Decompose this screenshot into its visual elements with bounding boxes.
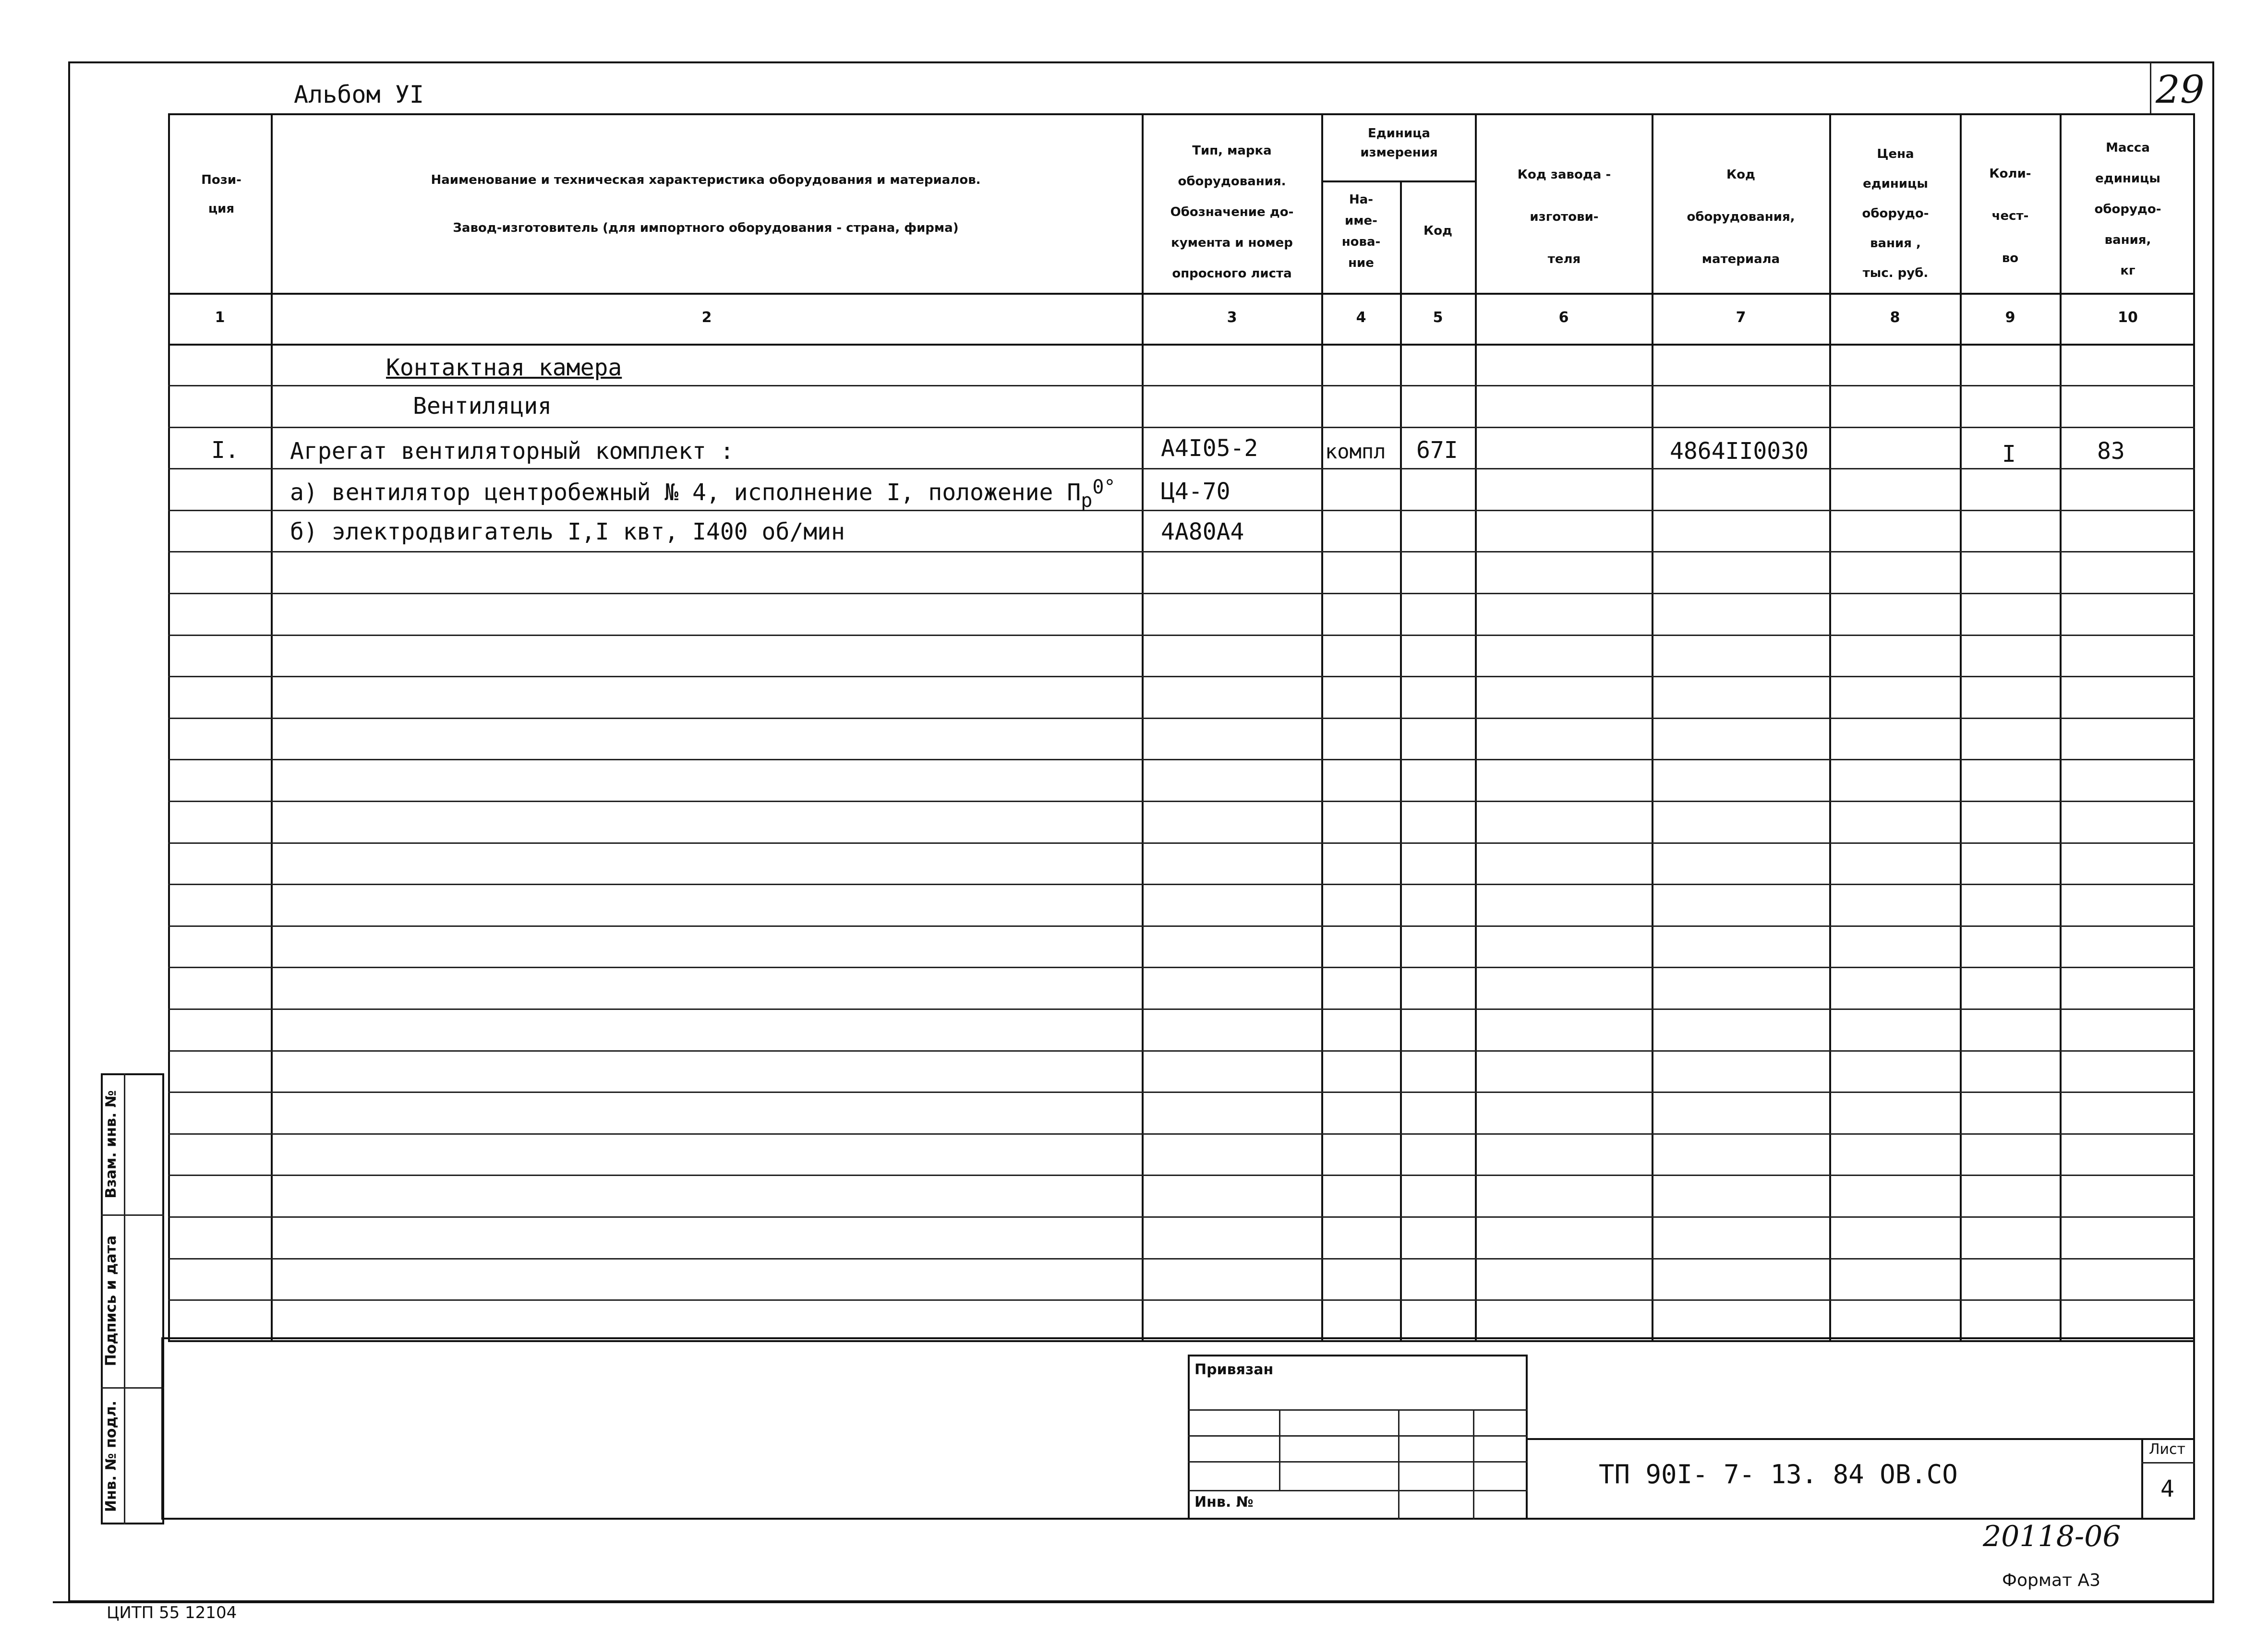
body-row-line — [168, 1008, 2195, 1010]
row2-name: а) вентилятор центробежный № 4, исполнение I, положение $П_р^{0^\circ}$ — [290, 476, 1116, 512]
body-row-line — [168, 925, 2195, 927]
list-label: Лист — [2149, 1441, 2186, 1458]
row1-position: I. — [211, 437, 239, 464]
list-box-split — [2141, 1462, 2195, 1464]
body-row-line — [168, 801, 2195, 802]
unit-group-split — [1321, 180, 1475, 182]
col-sep-7 — [1829, 113, 1831, 1342]
col-num-5: 5 — [1433, 309, 1443, 326]
bottom-outer-line — [53, 1601, 2214, 1603]
body-row-line — [168, 718, 2195, 719]
body-row-line — [168, 1050, 2195, 1052]
row3-type: 4А80А4 — [1161, 518, 1244, 545]
col-num-7: 7 — [1736, 309, 1746, 326]
col-num-3: 3 — [1227, 309, 1237, 326]
body-row-line — [168, 468, 2195, 469]
row-subsection-title: Вентиляция — [413, 393, 552, 420]
row1-name: Агрегат вентиляторный комплект : — [290, 438, 734, 465]
privyazan-vline-2 — [1398, 1409, 1399, 1520]
col-sep-6 — [1652, 113, 1653, 1342]
col1-title: Пози- ция — [201, 173, 241, 216]
header-bottom — [168, 293, 2195, 295]
doc-code: ТП 90I- 7- 13. 84 ОВ.СО — [1599, 1459, 1958, 1489]
stamp-title-top — [1527, 1438, 2195, 1440]
col8-title: Цена единицы оборудо- вания , тыс. руб. — [1862, 147, 1929, 280]
side-stamp-sep-2 — [101, 1387, 164, 1389]
row1-type: А4I05-2 — [1161, 435, 1258, 462]
col9-title: Коли- чест- во — [1989, 167, 2031, 265]
row3-name: б) электродвигатель I,I квт, I400 об/мин — [290, 518, 845, 545]
privyazan-line-4 — [1188, 1490, 1528, 1491]
col-num-9: 9 — [2005, 309, 2015, 326]
privyazan-vline-1 — [1279, 1409, 1280, 1490]
side-stamp-divider — [124, 1073, 125, 1524]
bottom-stamp-frame — [161, 1337, 2195, 1520]
cntp-label: ЦИТП 55 12104 — [107, 1603, 237, 1622]
list-value: 4 — [2160, 1476, 2174, 1502]
sheet-box-left — [2150, 62, 2151, 115]
handwritten-code: 20118-06 — [1983, 1520, 2121, 1553]
body-row-line — [168, 593, 2195, 594]
col-num-6: 6 — [1558, 309, 1569, 326]
row-section-title: Контактная камера — [386, 354, 622, 381]
col10-title: Масса единицы оборудо- вания, кг — [2094, 141, 2161, 278]
row1-mass: 83 — [2097, 438, 2125, 465]
col-num-2: 2 — [701, 309, 712, 326]
col2-title: Наименование и техническая характеристика оборудования и материалов. Завод-изготовитель (для импортного оборудования - страна, фирма) — [431, 173, 981, 235]
body-row-line — [168, 759, 2195, 760]
col-num-4: 4 — [1356, 309, 1366, 326]
col3-title: Тип, марка оборудования. Обозначение до- кумента и номер опросного листа — [1170, 144, 1294, 281]
privyazan-vline-3 — [1473, 1409, 1474, 1520]
side-podpis-data: Подпись и дата — [103, 1235, 120, 1367]
col-sep-2 — [1142, 113, 1144, 1342]
row2-type: Ц4-70 — [1161, 478, 1231, 505]
sheet-number-handwritten: 29 — [2156, 67, 2205, 112]
inv-no-label: Инв. № — [1194, 1494, 1254, 1511]
body-row-line — [168, 1092, 2195, 1093]
body-row-line — [168, 635, 2195, 636]
body-row-line — [168, 1175, 2195, 1176]
main-table — [168, 113, 2195, 1342]
privyazan-label: Привязан — [1194, 1361, 1274, 1378]
col4-title: На- име- нова- ние — [1341, 192, 1381, 270]
body-row-line — [168, 884, 2195, 885]
col-num-1: 1 — [215, 309, 225, 326]
row1-unit: компл — [1325, 440, 1386, 463]
album-title: Альбом УI — [294, 81, 424, 108]
side-vzam-inv: Взам. инв. № — [103, 1090, 120, 1199]
col-sep-4 — [1400, 180, 1402, 1342]
col-sep-5 — [1475, 113, 1477, 1342]
body-row-line — [168, 1216, 2195, 1218]
row1-unit-code: 67I — [1416, 437, 1458, 464]
col-sep-3 — [1321, 113, 1323, 1342]
col-num-8: 8 — [1890, 309, 1900, 326]
privyazan-line-1 — [1188, 1409, 1528, 1411]
side-stamp-sep-1 — [101, 1214, 164, 1216]
col-sep-1 — [271, 113, 273, 1342]
format-label: Формат А3 — [2002, 1571, 2101, 1590]
row1-qty: I — [2002, 441, 2016, 468]
body-row-line — [168, 842, 2195, 844]
body-row-line — [168, 385, 2195, 386]
col-sep-8 — [1960, 113, 1962, 1342]
col-num-10: 10 — [2118, 309, 2138, 326]
body-row-line — [168, 676, 2195, 677]
body-row-line — [168, 967, 2195, 968]
body-row-line — [168, 551, 2195, 552]
row1-equip-code: 4864II0030 — [1670, 438, 1809, 465]
unit-group-title: Единица измерения — [1360, 126, 1438, 160]
col7-title: Код оборудования, материала — [1687, 168, 1795, 266]
privyazan-line-2 — [1188, 1435, 1528, 1437]
side-inv-podl: Инв. № подл. — [103, 1400, 120, 1512]
list-box-left — [2141, 1438, 2143, 1520]
col6-title: Код завода - изготови- теля — [1517, 168, 1611, 266]
col5-title: Код — [1423, 224, 1453, 238]
privyazan-line-3 — [1188, 1461, 1528, 1463]
col-sep-9 — [2060, 113, 2062, 1342]
body-row-line — [168, 1299, 2195, 1301]
body-row-line — [168, 1258, 2195, 1260]
body-row-line — [168, 427, 2195, 428]
number-row-bottom — [168, 344, 2195, 346]
body-row-line — [168, 1133, 2195, 1135]
